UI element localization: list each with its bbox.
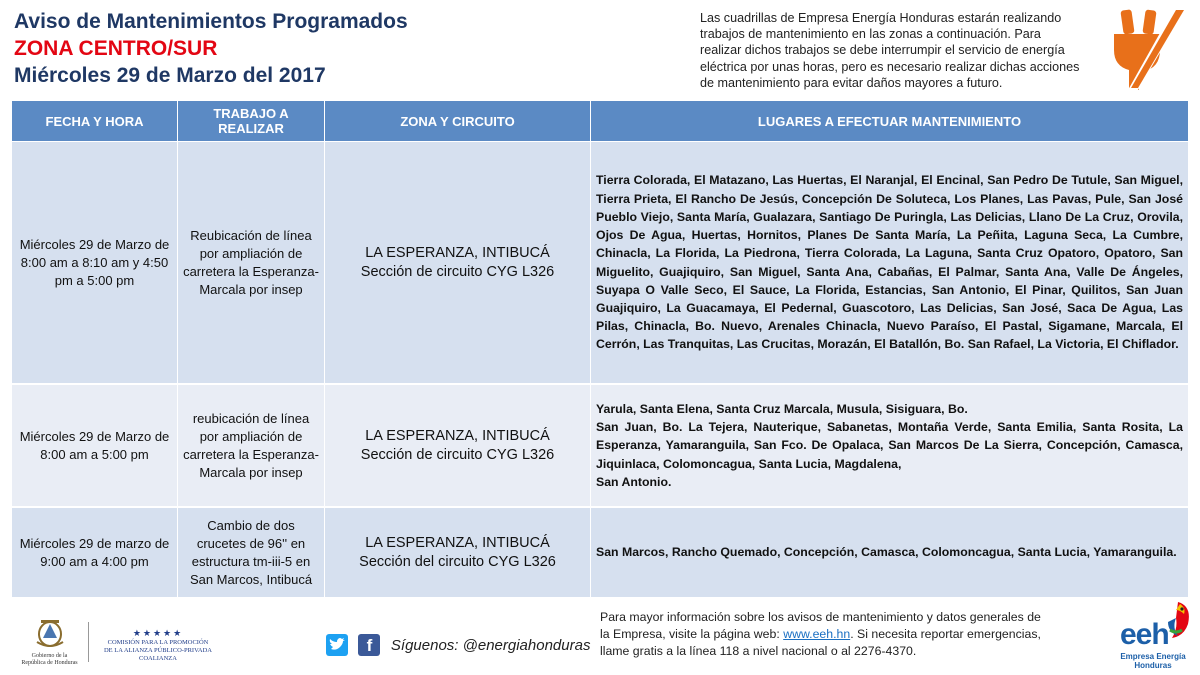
circuit-name: Sección de circuito CYG L326 bbox=[360, 263, 555, 280]
row-work: reubicación de línea por ampliación de carretera la Esperanza-Marcala por insep bbox=[178, 384, 325, 507]
coalianza-logo bbox=[93, 628, 223, 663]
zone-name: LA ESPERANZA, INTIBUCÁ bbox=[365, 534, 550, 551]
circuit-name: Sección del circuito CYG L326 bbox=[359, 553, 556, 570]
stars-icon: ★★★★★ bbox=[132, 628, 184, 638]
table-header-row bbox=[12, 101, 1189, 142]
more-info-text bbox=[600, 609, 1050, 660]
row-work: Cambio de dos crucetes de 96'' en estructura tm-iii-5 en San Marcos, Intibucá bbox=[178, 507, 325, 598]
footer-divider bbox=[88, 622, 89, 662]
facebook-icon[interactable]: f bbox=[358, 634, 380, 656]
places-line: Yarula, Santa Elena, Santa Cruz Marcala, Musula, Sisiguara, Bo. bbox=[596, 401, 968, 416]
zone-title: ZONA CENTRO/SUR bbox=[14, 37, 218, 60]
social-links bbox=[326, 634, 590, 656]
row-zone bbox=[325, 142, 591, 385]
info-part-2: . Si necesita reportar emergencias, llame gratis a la línea 118 a nivel nacional o al 2276-4370. bbox=[600, 627, 1041, 658]
gov-line-2: República de Honduras bbox=[21, 660, 78, 666]
col-header-zone: ZONA Y CIRCUITO bbox=[325, 101, 591, 142]
zone-name: LA ESPERANZA, INTIBUCÁ bbox=[365, 427, 550, 444]
twitter-icon[interactable] bbox=[326, 634, 348, 656]
table-row bbox=[12, 384, 1189, 507]
row-zone bbox=[325, 384, 591, 507]
info-part-1: Para mayor información sobre los avisos de mantenimiento y datos generales de la Empresa, visite la página web: bbox=[600, 610, 1041, 641]
row-places: San Marcos, Rancho Quemado, Concepción, Camasca, Colomoncagua, Santa Lucia, Yamaranguila. bbox=[591, 507, 1189, 598]
maintenance-table bbox=[11, 100, 1189, 599]
comision-line-1: COMISIÓN PARA LA PROMOCIÓN bbox=[107, 639, 209, 646]
col-header-places: LUGARES A EFECTUAR MANTENIMIENTO bbox=[591, 101, 1189, 142]
table-row bbox=[12, 507, 1189, 598]
places-line: San Antonio. bbox=[596, 474, 672, 489]
plug-icon bbox=[1098, 4, 1190, 92]
gov-line-1: Gobierno de la bbox=[31, 653, 68, 659]
row-places: Tierra Colorada, El Matazano, Las Huertas, El Naranjal, El Encinal, San Pedro De Tutule, San Miguel, Tierra Prieta, El Rancho De Jesús, Concepción De Soluteca, Los Planes, Las Pavas, Pule, San José Pueblo Viejo, Santa María, Gualazara, Santiago De Puringla, Las Delicias, Llano De La Cruz, Orovila, Ojos De Agua, Huertas, Hornitos, Planes De Santa María, La Peñita, Laguna Seca, La Cumbre, Chinacla, La Florida, La Piedrona, Tierra Colorada, La Laguna, Santa Cruz Opatoro, Opatoro, San Miguelito, Guajiquiro, San Miguel, Santa Ana, Cabañas, El Palmar, Santa Ana, Valle De Ángeles, Suyapa O Valle Seco, El Sauce, La Florida, Estancias, San Antonio, El Pinar, Quilitos, San Juan Guajiquiro, La Guacamaya, El Pedernal, Guascotoro, Las Delicias, San José, Saca De Agua, Las Pilas, Chinacla, Bo. Nuevo, Arenales Chinacla, Nuevo Paraíso, El Pastal, Sigamane, Marcala, El Cerrón, Las Tranquitas, Las Crucitas, Morazán, El Batallón, Bo. San Rafael, La Victoria, El Chiflador. bbox=[591, 142, 1189, 385]
brand-subtitle bbox=[1120, 652, 1186, 670]
notice-text: Las cuadrillas de Empresa Energía Honduras estarán realizando trabajos de mantenimiento en las zonas a continuación. Para realizar dichos trabajos se debe interrumpir el servicio de energía eléctrica por unas horas, pero es necesario realizar dichas acciones de mantenimiento para evitar daños mayores a futuro. bbox=[700, 11, 1080, 90]
comision-line-3: COALIANZA bbox=[139, 655, 177, 662]
row-date: Miércoles 29 de Marzo de 8:00 am a 5:00 pm bbox=[12, 384, 178, 507]
eeh-logo-icon bbox=[1110, 600, 1196, 675]
col-header-work: TRABAJO A REALIZAR bbox=[178, 101, 325, 142]
row-date: Miércoles 29 de marzo de 9:00 am a 4:00 pm bbox=[12, 507, 178, 598]
page-title: Aviso de Mantenimientos Programados bbox=[14, 10, 408, 33]
comision-line-2: DE LA ALIANZA PÚBLICO-PRIVADA bbox=[103, 647, 213, 654]
brand-sub-1: Empresa Energía bbox=[1120, 652, 1186, 661]
title-block bbox=[14, 8, 674, 89]
website-link[interactable]: www.eeh.hn bbox=[783, 627, 851, 641]
brand-name: eeh bbox=[1120, 618, 1169, 651]
date-title: Miércoles 29 de Marzo del 2017 bbox=[14, 64, 326, 87]
government-logo bbox=[12, 618, 87, 664]
row-date: Miércoles 29 de Marzo de 8:00 am a 8:10 am y 4:50 pm a 5:00 pm bbox=[12, 142, 178, 385]
table-row bbox=[12, 142, 1189, 385]
col-header-date: FECHA Y HORA bbox=[12, 101, 178, 142]
places-line: San Juan, Bo. La Tejera, Nauterique, Sabanetas, Montaña Verde, Santa Emilia, Santa Rosita, La Esperanza, Yamaranguila, San Fco. De Opalaca, San Marcos De La Sierra, Concepción, Camasca, Jiquinlaca, Colomoncagua, Santa Lucia, Magdalena, bbox=[596, 420, 1183, 471]
coat-of-arms-icon bbox=[33, 618, 67, 648]
zone-name: LA ESPERANZA, INTIBUCÁ bbox=[365, 244, 550, 261]
row-zone bbox=[325, 507, 591, 598]
footer bbox=[0, 600, 1200, 675]
follow-handle[interactable]: Síguenos: @energiahonduras bbox=[390, 636, 591, 654]
row-places bbox=[591, 384, 1189, 507]
brand-sub-2: Honduras bbox=[1134, 661, 1172, 670]
row-work: Reubicación de línea por ampliación de carretera la Esperanza-Marcala por insep bbox=[178, 142, 325, 385]
circuit-name: Sección de circuito CYG L326 bbox=[360, 446, 555, 463]
